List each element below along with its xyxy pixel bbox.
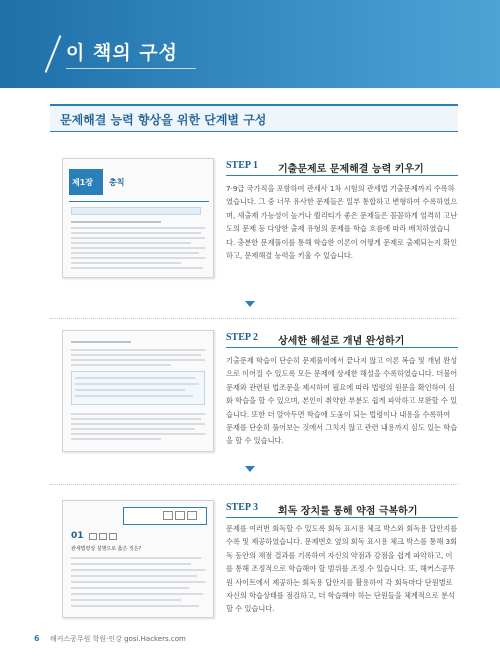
thumb-text-line xyxy=(71,257,205,259)
thumb-text-line xyxy=(75,377,195,379)
step-title: 상세한 해설로 개념 완성하기 xyxy=(278,336,405,347)
thumb-text-line xyxy=(75,389,185,391)
thumb-text-line xyxy=(71,364,171,366)
footer-text: 해커스공무원 학원·인강 gosi.Hackers.com xyxy=(49,635,186,643)
page-title: 이 책의 구성 xyxy=(66,42,178,64)
thumb-text-line xyxy=(71,232,201,234)
section-divider xyxy=(50,318,458,319)
thumb-text-line xyxy=(71,563,191,565)
thumb-text-line xyxy=(71,428,195,430)
thumb-text-line xyxy=(71,605,199,607)
thumb-question-number: 01 xyxy=(71,531,84,541)
section-title: 문제해결 능력 향상을 위한 단계별 구성 xyxy=(60,113,267,127)
step3-description: 문제를 여러번 회독할 수 있도록 회독 표시용 체크 박스와 회독용 답안지를 수록 및 제공하였습니다. 문제번호 옆의 회독 표시용 체크 박스를 통해 3회독 동안의 채점 결과를 기록하여 자신의 약점과 강점을 쉽게 파악하고, 이를 통해 조정적으로 학습해야 할 범위를 조정 수 있습니다. 또, 해커스공무원 사이트에서 제공하는 회독용 답안지를 활용하여 각 회독마다 단원별로 자신의 학습상태를 점검하고, 더 학습해야 하는 단원들을 체계적으로 분석할 수 있습니다. xyxy=(226,524,458,614)
thumb-checkbox xyxy=(109,533,117,540)
down-arrow-icon xyxy=(245,466,255,472)
thumb-text-line xyxy=(71,237,205,239)
thumb-chapter-title: 총칙 xyxy=(109,178,125,187)
thumb-rule xyxy=(69,201,209,202)
thumb-text-line xyxy=(71,423,205,425)
down-arrow-icon xyxy=(245,301,255,307)
step-title: 회독 장치를 통해 약점 극복하기 xyxy=(278,506,418,517)
title-underline xyxy=(66,68,196,69)
thumb-text-line xyxy=(71,433,205,435)
step-label: STEP 1 xyxy=(226,160,258,171)
thumb-text-line xyxy=(71,267,203,269)
step3-thumbnail xyxy=(62,500,214,618)
page-footer xyxy=(34,634,186,644)
thumb-text-line xyxy=(71,242,191,244)
thumb-text-line xyxy=(71,593,203,595)
thumb-text-line xyxy=(75,383,199,385)
thumb-text-line xyxy=(71,599,181,601)
thumb-checkbox xyxy=(99,533,107,540)
thumb-text-line xyxy=(71,262,181,264)
thumb-text-line xyxy=(71,569,205,571)
thumb-text-line xyxy=(71,418,201,420)
thumb-text-line xyxy=(71,227,205,229)
page-number: 6 xyxy=(34,634,40,643)
thumb-text-line xyxy=(71,587,189,589)
thumb-text-line xyxy=(71,247,205,249)
thumb-text-line xyxy=(71,341,131,343)
thumb-text-line xyxy=(71,413,205,415)
thumb-text-line xyxy=(71,581,205,583)
section-banner xyxy=(50,104,458,132)
thumb-checkbox xyxy=(187,511,197,520)
thumb-text-line xyxy=(71,359,205,361)
thumb-text-line xyxy=(71,575,197,577)
thumb-text-line xyxy=(71,438,161,440)
step-label: STEP 2 xyxy=(226,332,258,343)
step-title: 기출문제로 문제해결 능력 키우기 xyxy=(278,164,424,175)
thumb-text-line xyxy=(75,395,193,397)
step3-heading xyxy=(226,502,458,518)
thumb-checkbox xyxy=(89,533,97,540)
section-divider xyxy=(50,484,458,485)
step1-heading xyxy=(226,160,458,176)
thumb-chapter-label: 제1장 xyxy=(72,178,94,187)
thumb-text-line xyxy=(71,252,199,254)
step1-thumbnail xyxy=(62,158,214,278)
thumb-text-line xyxy=(71,557,201,559)
thumb-text-line xyxy=(71,221,161,223)
thumb-checkbox xyxy=(163,511,173,520)
thumb-text-line xyxy=(71,349,205,351)
step1-description: 7·9급 국가직을 포함하여 관세사 1차 시험의 관세법 기출문제까지 수록하였습니다. 그 중 너무 유사한 문제들은 일부 통합하고 변형하여 수록하였으며, 새출제 가능성이 높거나 퀄리티가 좋은 문제들은 꼼꼼하게 엄격히 고난도의 문제 등 다양한 출제 유형의 문제를 학습 흐름에 따라 배치하였습니다. 충분한 문제풀이를 통해 학습한 이론이 어떻게 문제로 출제되는지 확인하고, 문제해결 능력을 키울 수 있습니다. xyxy=(226,184,458,261)
step-label: STEP 3 xyxy=(226,502,258,513)
step2-description: 기출문제 학습이 단순히 문제풀이에서 끝나지 않고 이론 복습 및 개념 완성으로 이어질 수 있도록 모든 문제에 상세한 해설을 수록하였습니다. 더불어 문제와 관련된 법조문을 제시하여 필요에 따라 법령의 원문을 확인하여 심화 학습을 할 수 있으며, 본인이 취약한 부분도 쉽게 파악하고 보완할 수 있습니다. 또한 더 알아두면 학습에 도움이 되는 법령이나 내용을 수록하여 문제를 단순히 풀어보는 것에서 그치지 않고 관련 내용까지 심도 있는 학습을 할 수 있습니다. xyxy=(226,356,458,446)
thumb-subheading xyxy=(71,207,201,215)
thumb-checkbox xyxy=(175,511,185,520)
step2-heading xyxy=(226,332,458,348)
thumb-question-text: 관세법령상 설명으로 옳은 것은? xyxy=(71,546,142,552)
thumb-text-line xyxy=(71,354,201,356)
step2-thumbnail xyxy=(62,330,214,452)
